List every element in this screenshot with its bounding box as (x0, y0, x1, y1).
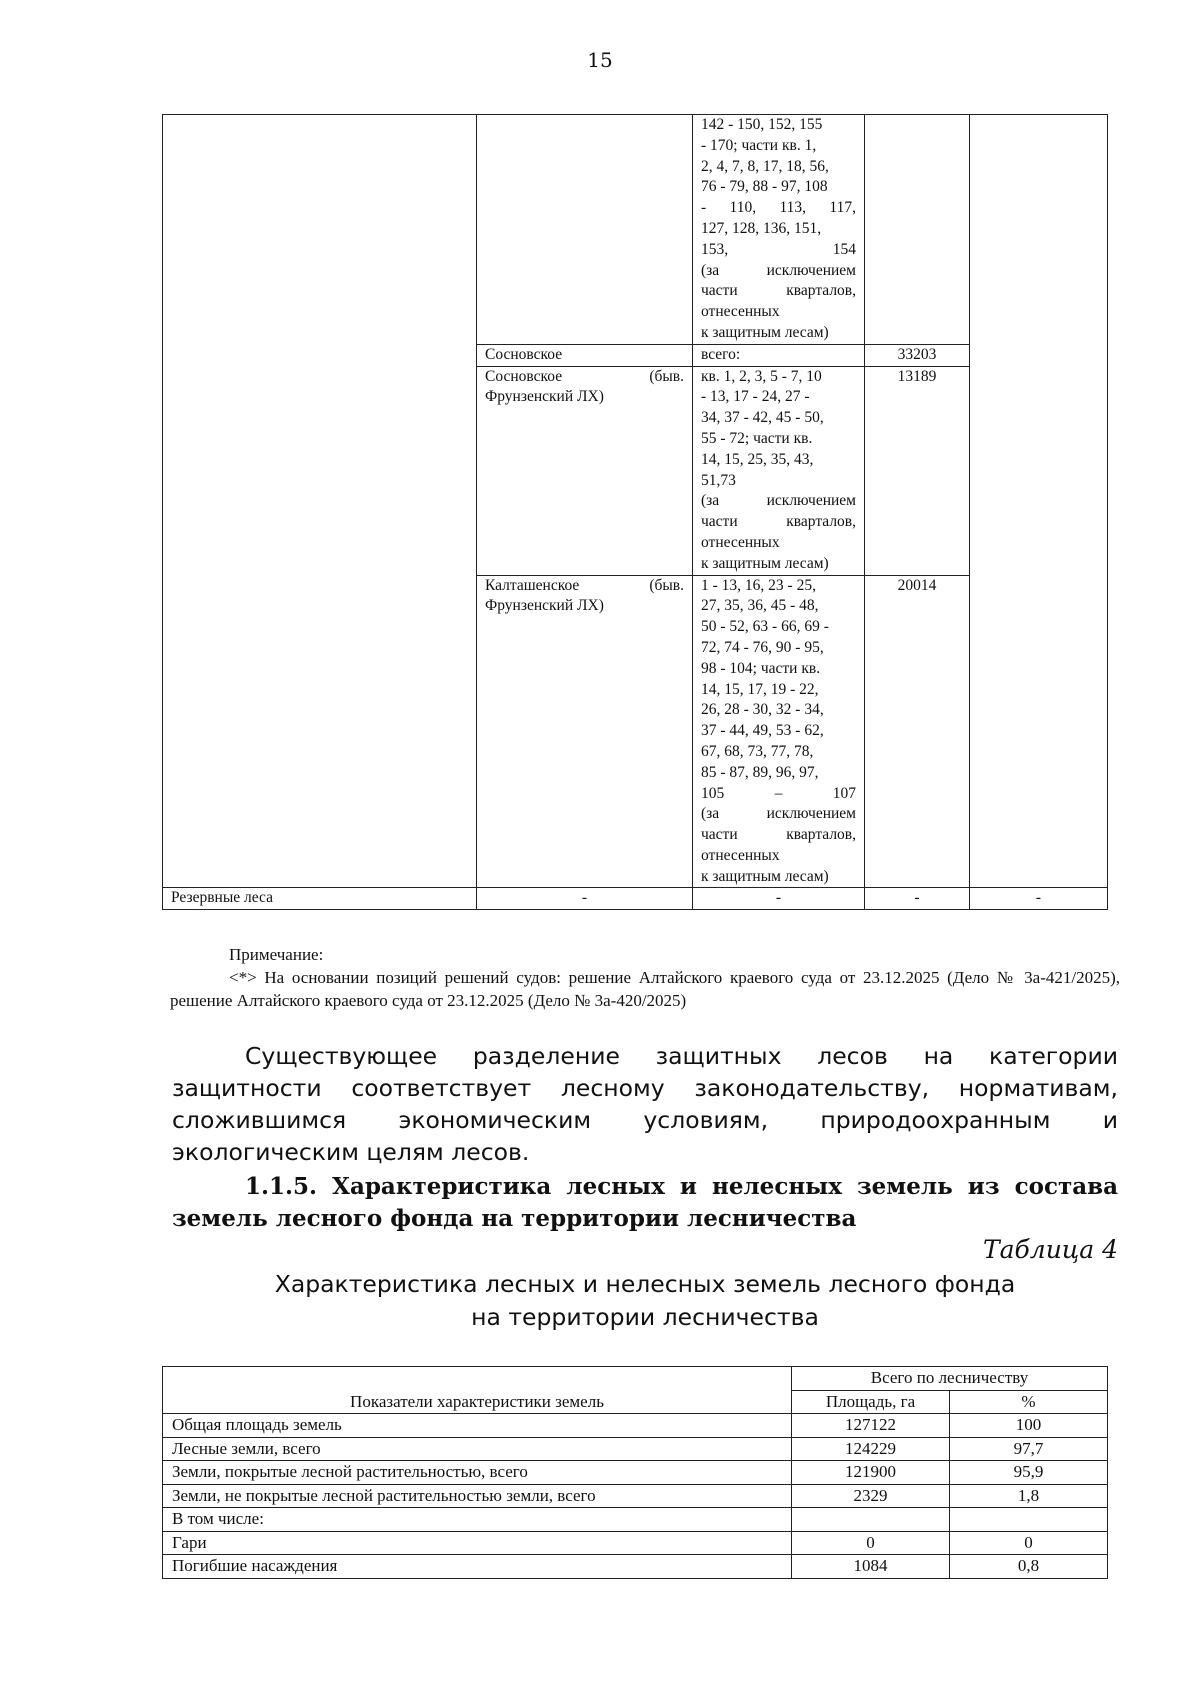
quarters-word: 154 (832, 240, 856, 258)
row-label: Лесные земли, всего (163, 1437, 792, 1461)
district-note: (быв. (649, 367, 684, 385)
district-cell (477, 575, 693, 888)
row-label: Земли, покрытые лесной растительностью, всего (163, 1461, 792, 1485)
row-label: Общая площадь земель (163, 1414, 792, 1438)
land-characteristics-table (162, 1366, 1108, 1579)
table-row (163, 1414, 1108, 1438)
quarters-word: - (701, 199, 707, 217)
section-heading: 1.1.5. Характеристика лесных и нелесных земель из состава земель лесного фонда на территории лесничества (172, 1173, 1118, 1232)
table-label: Таблица 4 (982, 1235, 1118, 1264)
note-title: Примечание: (229, 945, 324, 964)
table-row (163, 115, 1108, 345)
quarters-word: 110, (729, 199, 757, 217)
quarters-word: – (774, 784, 783, 802)
quarters-line: 27, 35, 36, 45 - 48, (701, 597, 819, 615)
quarters-line (701, 512, 856, 533)
table-caption-line: Характеристика лесных и нелесных земель лесного фонда (274, 1270, 1016, 1298)
table-row (163, 1461, 1108, 1485)
area-value: 127122 (792, 1414, 950, 1438)
district-name-line2: Фрунзенский ЛХ) (485, 388, 604, 406)
quarters-word: 153, (701, 240, 729, 258)
quarters-line: 14, 15, 25, 35, 43, (701, 450, 814, 468)
quarters-word: кварталов, (786, 282, 856, 300)
district-cell (477, 366, 693, 575)
table-header-row (163, 1367, 1108, 1391)
percent-value: 100 (950, 1414, 1108, 1438)
row-label: В том числе: (163, 1508, 792, 1532)
row-label: Гари (163, 1531, 792, 1555)
quarters-line: 72, 74 - 76, 90 - 95, (701, 638, 824, 656)
quarters-word: 117, (829, 199, 856, 217)
column-header: Всего по лесничеству (792, 1367, 1108, 1391)
table-row (163, 1555, 1108, 1579)
quarters-line: к защитным лесам) (701, 323, 829, 341)
column-header: Площадь, га (792, 1390, 950, 1414)
quarters-line: 127, 128, 136, 151, (701, 219, 822, 237)
percent-value: 0,8 (950, 1555, 1108, 1579)
table-cell (970, 344, 1108, 366)
quarters-lines (701, 576, 856, 888)
table-body (163, 1414, 1108, 1579)
quarters-line: 14, 15, 17, 19 - 22, (701, 680, 819, 698)
quarters-line: - 13, 17 - 24, 27 - (701, 388, 810, 406)
quarters-line: отнесенных (701, 846, 780, 864)
area-value: 1084 (792, 1555, 950, 1579)
quarters-word: исключением (766, 261, 856, 279)
percent-value: 95,9 (950, 1461, 1108, 1485)
body-paragraph: Существующее разделение защитных лесов на категории защитности соответствует лесному законодательству, нормативам, сложившимся экономическим условиям, природоохранным и экологическим целям лесов. (172, 1042, 1118, 1166)
table-row (163, 1531, 1108, 1555)
quarters-word: (за (701, 261, 720, 279)
percent-value: 0 (950, 1531, 1108, 1555)
quarters-word: 107 (832, 784, 856, 802)
quarters-line: к защитным лесам) (701, 554, 829, 572)
table-cell (970, 366, 1108, 575)
quarters-cell (693, 366, 865, 575)
quarters-line (701, 784, 856, 805)
table-cell (163, 344, 477, 366)
area-value: 0 (792, 1531, 950, 1555)
quarters-word: кварталов, (786, 826, 856, 844)
quarters-line: 76 - 79, 88 - 97, 108 (701, 178, 828, 196)
quarters-word: (за (701, 492, 720, 510)
percent-value (950, 1508, 1108, 1532)
table-cell (163, 366, 477, 575)
quarters-lines (701, 115, 856, 344)
column-header: Показатели характеристики земель (163, 1367, 792, 1414)
quarters-line: 1 - 13, 16, 23 - 25, (701, 576, 816, 594)
area-cell: 33203 (865, 344, 970, 366)
quarters-line (701, 240, 856, 261)
quarters-line: отнесенных (701, 303, 780, 321)
quarters-word: части (701, 513, 738, 531)
quarters-lines (701, 367, 856, 575)
quarters-word: (за (701, 805, 720, 823)
percent-value: 1,8 (950, 1484, 1108, 1508)
quarters-line: 51,73 (701, 471, 736, 489)
table-row (163, 344, 1108, 366)
district-note: (быв. (649, 576, 684, 594)
reserve-label-cell: Резервные леса (163, 888, 477, 910)
percent-value: 97,7 (950, 1437, 1108, 1461)
quarters-line: 55 - 72; части кв. (701, 429, 813, 447)
quarters-line: - 170; части кв. 1, (701, 136, 817, 154)
quarters-line: 2, 4, 7, 8, 17, 18, 56, (701, 157, 829, 175)
quarters-word: части (701, 282, 738, 300)
table-cell (163, 575, 477, 888)
table-row (163, 1508, 1108, 1532)
page-number: 15 (587, 48, 613, 72)
table-caption-line: на территории лесничества (471, 1303, 819, 1331)
quarters-line: кв. 1, 2, 3, 5 - 7, 10 (701, 367, 822, 385)
quarters-line: 37 - 44, 49, 53 - 62, (701, 722, 824, 740)
quarters-cell: всего: (693, 344, 865, 366)
district-name: Калташенское (485, 576, 580, 594)
table-cell (865, 115, 970, 345)
column-header: % (950, 1390, 1108, 1414)
quarters-word: 113, (779, 199, 807, 217)
quarters-word: части (701, 826, 738, 844)
quarters-word: 105 (701, 784, 725, 802)
row-label: Земли, не покрытые лесной растительностью земли, всего (163, 1484, 792, 1508)
table-cell (970, 575, 1108, 888)
quarters-line: отнесенных (701, 533, 780, 551)
table-row (163, 366, 1108, 575)
note-text: <*> На основании позиций решений судов: решение Алтайского краевого суда от 23.12.2025 (Дело № 3а-421/2025), решение Алтайского краевого суда от 23.12.2025 (Дело № 3а-420/2025) (170, 968, 1120, 1010)
table-row (163, 575, 1108, 888)
table-caption (180, 1268, 1110, 1334)
quarters-line: 142 - 150, 152, 155 (701, 116, 823, 133)
table-cell (163, 115, 477, 345)
area-value: 124229 (792, 1437, 950, 1461)
area-cell: 13189 (865, 366, 970, 575)
district-cell: Сосновское (477, 344, 693, 366)
quarters-line: 50 - 52, 63 - 66, 69 - (701, 618, 829, 636)
quarters-line (701, 825, 856, 846)
table-cell (477, 115, 693, 345)
quarters-line (701, 804, 856, 825)
quarters-line: 34, 37 - 42, 45 - 50, (701, 409, 824, 427)
table-cell: - (865, 888, 970, 910)
table-row (163, 1437, 1108, 1461)
area-value: 121900 (792, 1461, 950, 1485)
quarters-line (701, 491, 856, 512)
table-cell (970, 115, 1108, 345)
quarters-cell (693, 115, 865, 345)
table-row (163, 1484, 1108, 1508)
table-cell: - (693, 888, 865, 910)
quarters-line: 67, 68, 73, 77, 78, (701, 742, 814, 760)
area-cell: 20014 (865, 575, 970, 888)
quarters-line: 98 - 104; части кв. (701, 659, 821, 677)
protective-forests-table (162, 114, 1108, 910)
quarters-word: исключением (766, 492, 856, 510)
quarters-word: кварталов, (786, 513, 856, 531)
quarters-line: к защитным лесам) (701, 867, 829, 885)
table-cell: - (477, 888, 693, 910)
quarters-line: 26, 28 - 30, 32 - 34, (701, 701, 824, 719)
area-value: 2329 (792, 1484, 950, 1508)
district-name: Сосновское (485, 367, 563, 385)
row-label: Погибшие насаждения (163, 1555, 792, 1579)
quarters-line (701, 261, 856, 282)
table-row (163, 888, 1108, 910)
table-cell: - (970, 888, 1108, 910)
quarters-cell (693, 575, 865, 888)
quarters-line: 85 - 87, 89, 96, 97, (701, 763, 819, 781)
quarters-word: исключением (766, 805, 856, 823)
district-name-line2: Фрунзенский ЛХ) (485, 597, 604, 615)
quarters-line (701, 281, 856, 302)
area-value (792, 1508, 950, 1532)
quarters-line (701, 198, 856, 219)
